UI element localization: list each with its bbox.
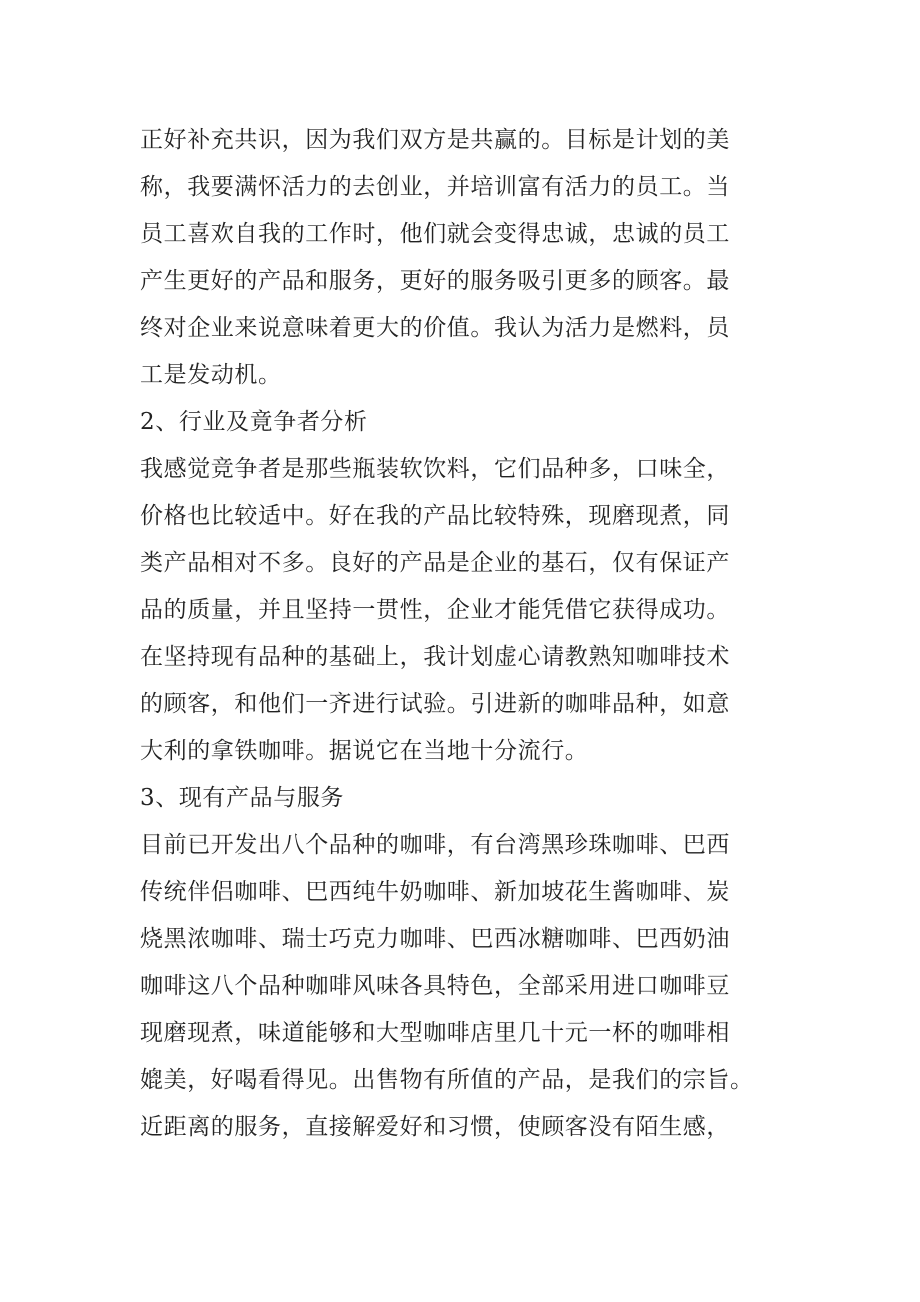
paragraph-line: 大利的拿铁咖啡。据说它在当地十分流行。: [140, 738, 589, 764]
paragraph-line: 称，我要满怀活力的去创业，并培训富有活力的员工。当: [140, 174, 730, 200]
section-heading: 3、现有产品与服务: [140, 785, 345, 811]
section-heading: 2、行业及竟争者分析: [140, 409, 368, 435]
paragraph-line: 员工喜欢自我的工作时，他们就会变得忠诚，忠诚的员工: [140, 221, 730, 247]
paragraph-line: 的顾客，和他们一齐进行试验。引进新的咖啡品种，如意: [140, 691, 730, 717]
paragraph-line: 烧黑浓咖啡、瑞士巧克力咖啡、巴西冰糖咖啡、巴西奶油: [140, 926, 730, 952]
paragraph-line: 工是发动机。: [140, 362, 282, 388]
paragraph-line: 正好补充共识，因为我们双方是共赢的。目标是计划的美: [140, 127, 730, 153]
paragraph-line: 现磨现煮，味道能够和大型咖啡店里几十元一杯的咖啡相: [140, 1020, 730, 1046]
paragraph-line: 品的质量，并且坚持一贯性，企业才能凭借它获得成功。: [140, 597, 730, 623]
paragraph-line: 价格也比较适中。好在我的产品比较特殊，现磨现煮，同: [140, 503, 730, 529]
paragraph-line: 类产品相对不多。良好的产品是企业的基石，仅有保证产: [140, 550, 730, 576]
paragraph-line: 我感觉竞争者是那些瓶装软饮料，它们品种多，口味全，: [140, 456, 730, 482]
paragraph-line: 在坚持现有品种的基础上，我计划虚心请教熟知咖啡技术: [140, 644, 730, 670]
paragraph-line: 近距离的服务，直接解爱好和习惯，使顾客没有陌生感，: [140, 1114, 730, 1140]
paragraph-line: 传统伴侣咖啡、巴西纯牛奶咖啡、新加坡花生酱咖啡、炭: [140, 879, 730, 905]
paragraph-line: 媲美，好喝看得见。出售物有所值的产品，是我们的宗旨。: [140, 1067, 754, 1093]
paragraph-line: 目前已开发出八个品种的咖啡，有台湾黑珍珠咖啡、巴西: [140, 832, 730, 858]
paragraph-line: 产生更好的产品和服务，更好的服务吸引更多的顾客。最: [140, 268, 730, 294]
paragraph-line: 终对企业来说意味着更大的价值。我认为活力是燃料，员: [140, 315, 730, 341]
paragraph-line: 咖啡这八个品种咖啡风味各具特色，全部采用进口咖啡豆: [140, 973, 730, 999]
